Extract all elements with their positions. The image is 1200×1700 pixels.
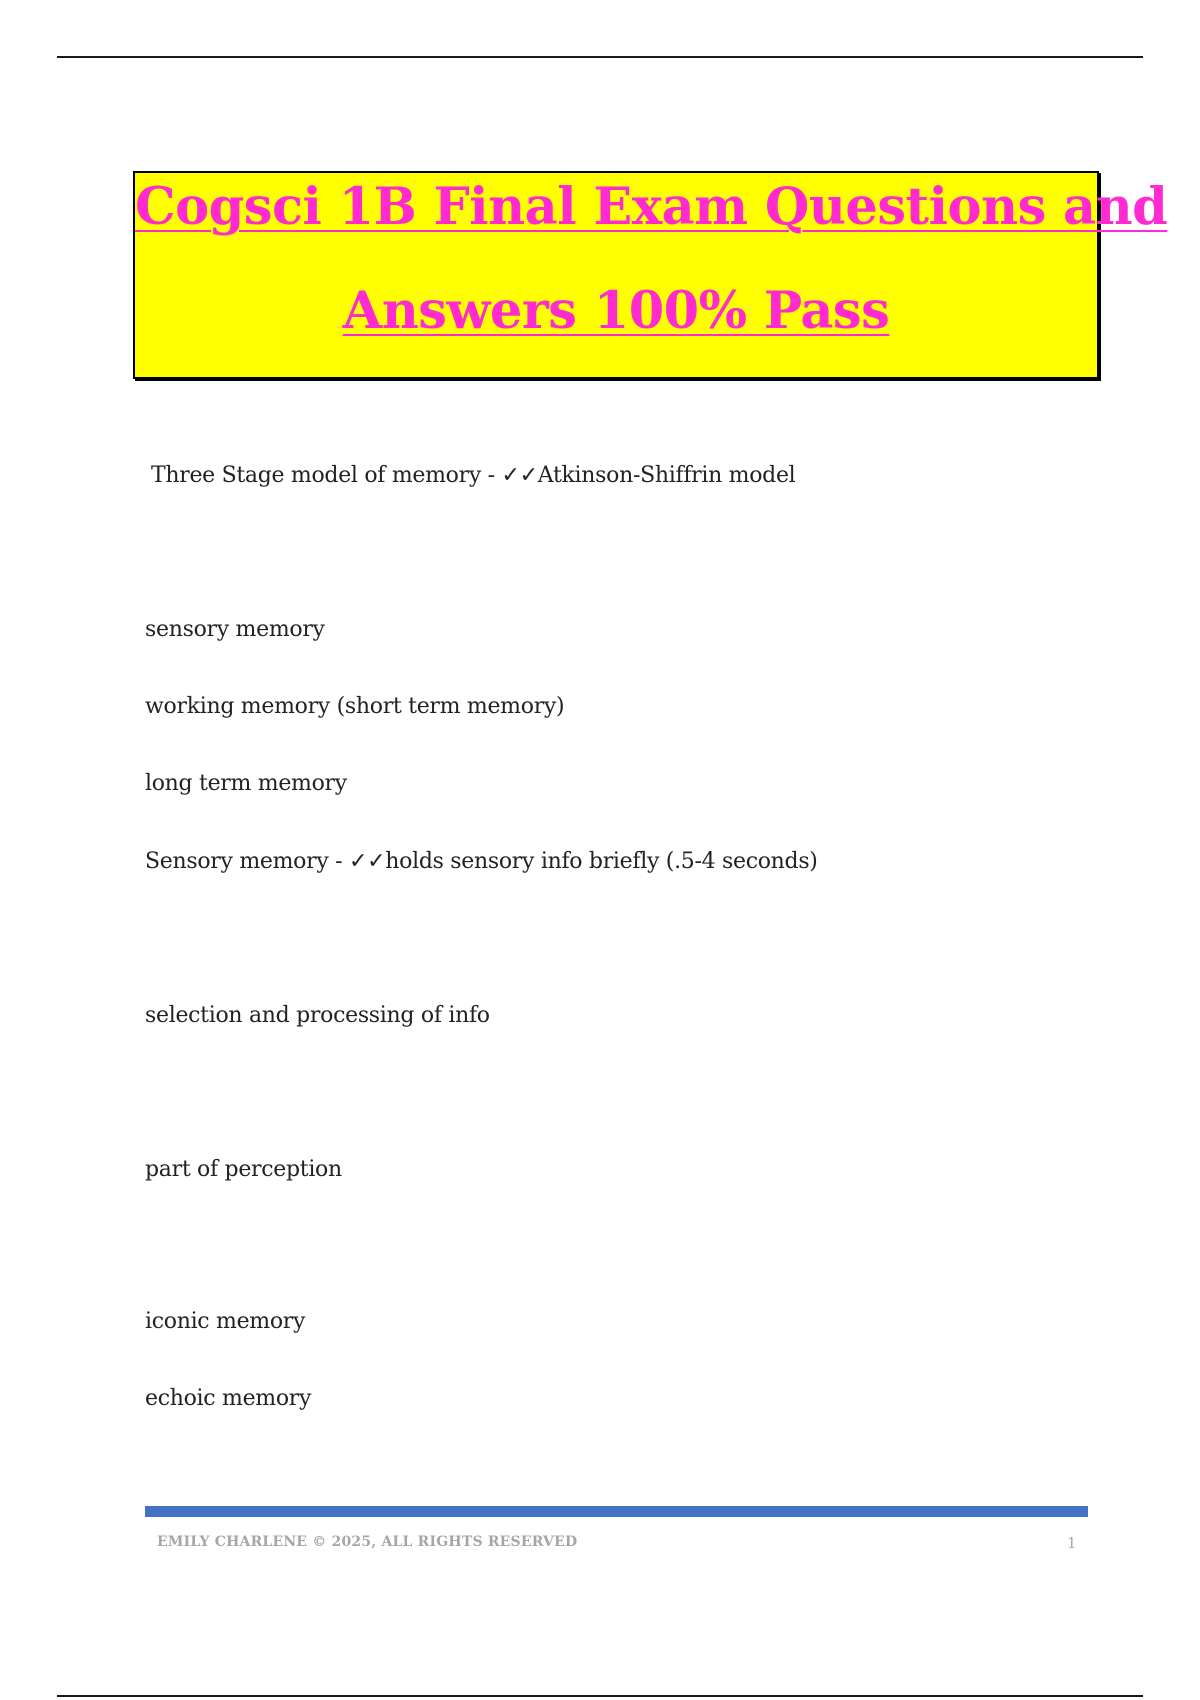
top-rule — [57, 56, 1143, 58]
qa-item: Sensory memory - ✓✓holds sensory info briefly (.5-4 seconds) — [145, 849, 818, 874]
double-check-icon: ✓✓ — [349, 849, 386, 874]
bottom-rule — [57, 1695, 1143, 1697]
title-banner — [133, 171, 1168, 379]
footer-copyright: EMILY CHARLENE © 2025, ALL RIGHTS RESERVED — [157, 1534, 578, 1550]
answer-line: iconic memory — [145, 1309, 306, 1334]
answer-line: selection and processing of info — [145, 1003, 490, 1028]
qa-item: Three Stage model of memory - ✓✓Atkinson-Shiffrin model — [151, 463, 796, 488]
answer-line: working memory (short term memory) — [145, 694, 565, 719]
answer-line: sensory memory — [145, 617, 325, 642]
page-number: 1 — [1067, 1534, 1077, 1552]
double-check-icon: ✓✓ — [501, 463, 538, 488]
answer-line: echoic memory — [145, 1386, 312, 1411]
title-line-1: Cogsci 1B Final Exam Questions and — [135, 177, 1168, 237]
answer-line: part of perception — [145, 1157, 342, 1182]
title-line-2: Answers 100% Pass — [342, 281, 890, 341]
answer-line: long term memory — [145, 771, 347, 796]
footer-bar — [145, 1506, 1088, 1517]
